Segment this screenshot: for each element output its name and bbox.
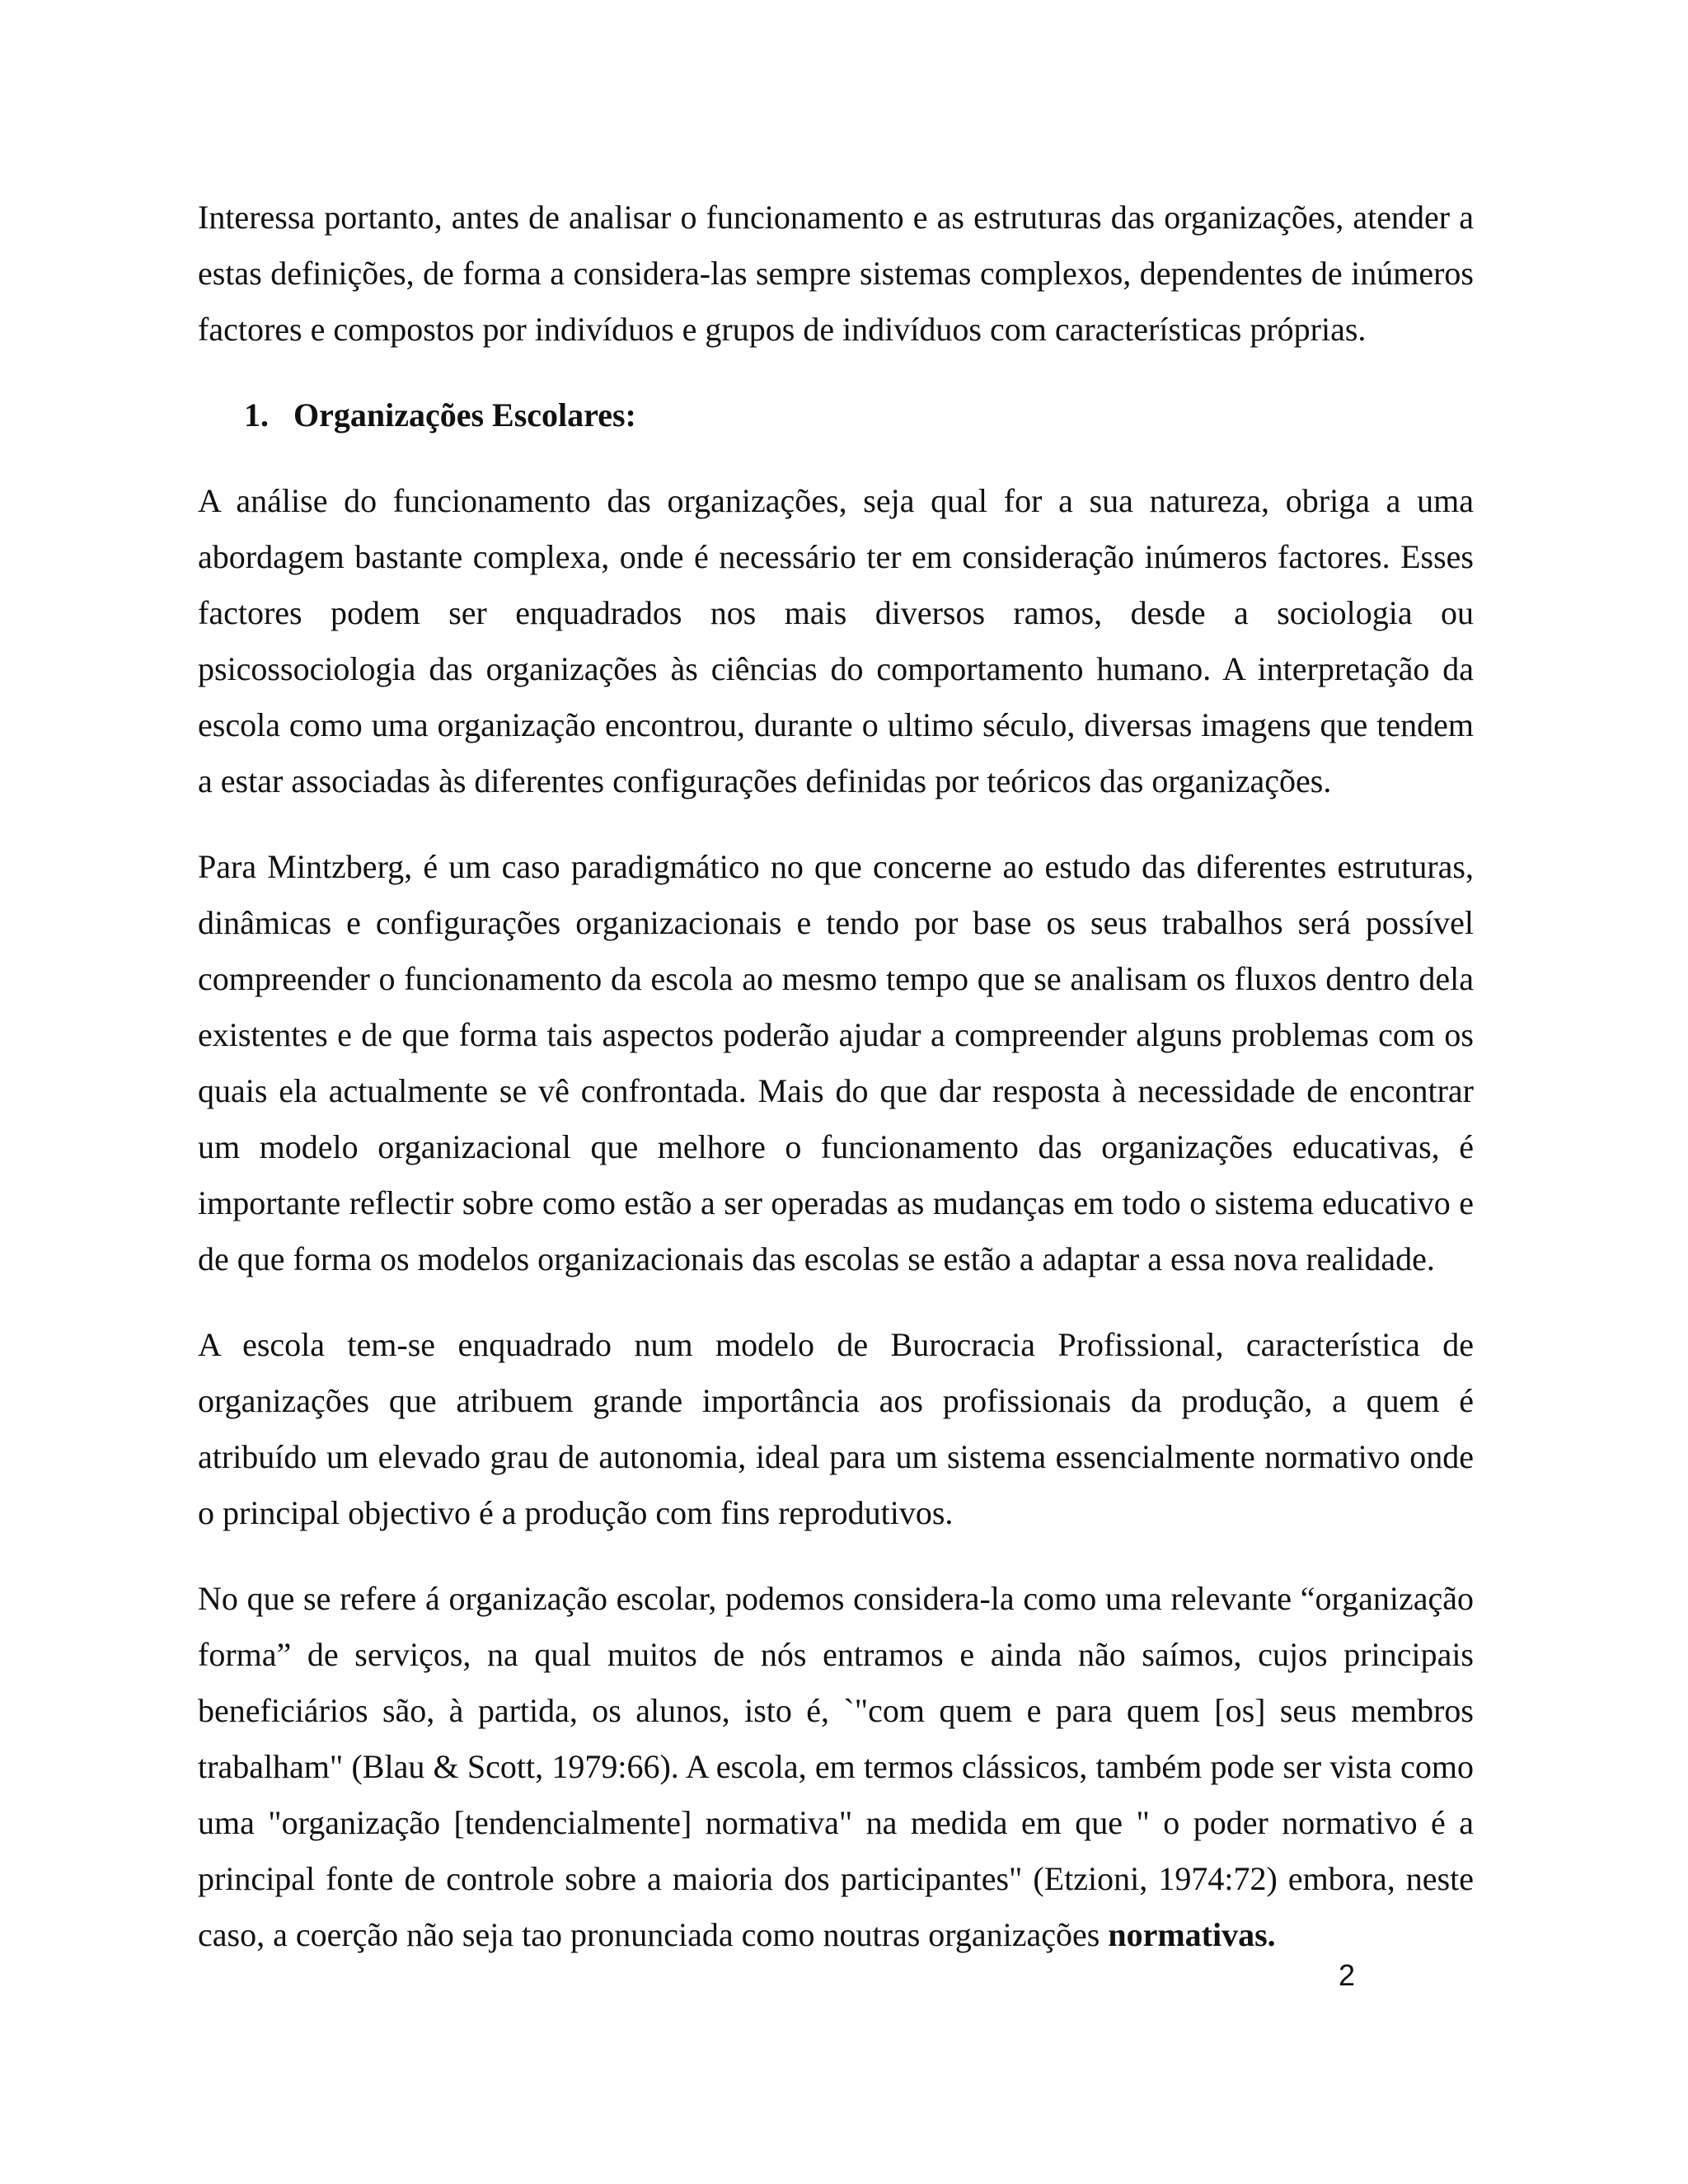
section-heading-title: Organizações Escolares:: [293, 396, 636, 434]
paragraph-burocracia: A escola tem-se enquadrado num modelo de Burocracia Profissional, característica de organizações que atribuem grande importância aos profissionais da produção, a quem é atribuído um elevado grau de autonomia, ideal para um sistema essencialmente normativo onde o principal objectivo é a produção com fins reprodutivos.: [198, 1326, 1474, 1531]
section-heading: [198, 387, 1474, 443]
section-heading-number: 1.: [244, 396, 269, 434]
page-number: 2: [1339, 1958, 1356, 1992]
paragraph-analysis: A análise do funcionamento das organizações, seja qual for a sua natureza, obriga a uma abordagem bastante complexa, onde é necessário ter em consideração inúmeros factores. Esses factores podem ser enquadrados nos mais diversos ramos, desde a sociologia ou psicossociologia das organizações às ciências do comportamento humano. A interpretação da escola como uma organização encontrou, durante o ultimo século, diversas imagens que tendem a estar associadas às diferentes configurações definidas por teóricos das organizações.: [198, 482, 1474, 799]
paragraph-organizacao-escolar-text: No que se refere á organização escolar, podemos considera-la como uma relevante “organização forma” de serviços, na qual muitos de nós entramos e ainda não saímos, cujos principais beneficiários são, à partida, os alunos, isto é, `"com quem e para quem [os] seus membros trabalham" (Blau & Scott, 1979:66). A escola, em termos clássicos, também pode ser vista como uma "organização [tendencialmente] normativa" na medida em que " o poder normativo é a principal fonte de controle sobre a maioria dos participantes" (Etzioni, 1974:72) embora, neste caso, a coerção não seja tao pronunciada como noutras organizações: [198, 1580, 1474, 1953]
paragraph-intro: Interessa portanto, antes de analisar o funcionamento e as estruturas das organizações, atender a estas definições, de forma a considera-las sempre sistemas complexos, dependentes de inúmeros factores e compostos por indivíduos e grupos de indivíduos com características próprias.: [198, 199, 1474, 348]
paragraph-mintzberg: Para Mintzberg, é um caso paradigmático no que concerne ao estudo das diferentes estruturas, dinâmicas e configurações organizacionais e tendo por base os seus trabalhos será possível compreender o funcionamento da escola ao mesmo tempo que se analisam os fluxos dentro dela existentes e de que forma tais aspectos poderão ajudar a compreender alguns problemas com os quais ela actualmente se vê confrontada. Mais do que dar resposta à necessidade de encontrar um modelo organizacional que melhore o funcionamento das organizações educativas, é importante reflectir sobre como estão a ser operadas as mudanças em todo o sistema educativo e de que forma os modelos organizacionais das escolas se estão a adaptar a essa nova realidade.: [198, 848, 1474, 1277]
document-body: [198, 190, 1474, 1993]
paragraph-bold-ending: normativas.: [1108, 1916, 1276, 1953]
paragraph-organizacao-escolar: [198, 1571, 1474, 1963]
